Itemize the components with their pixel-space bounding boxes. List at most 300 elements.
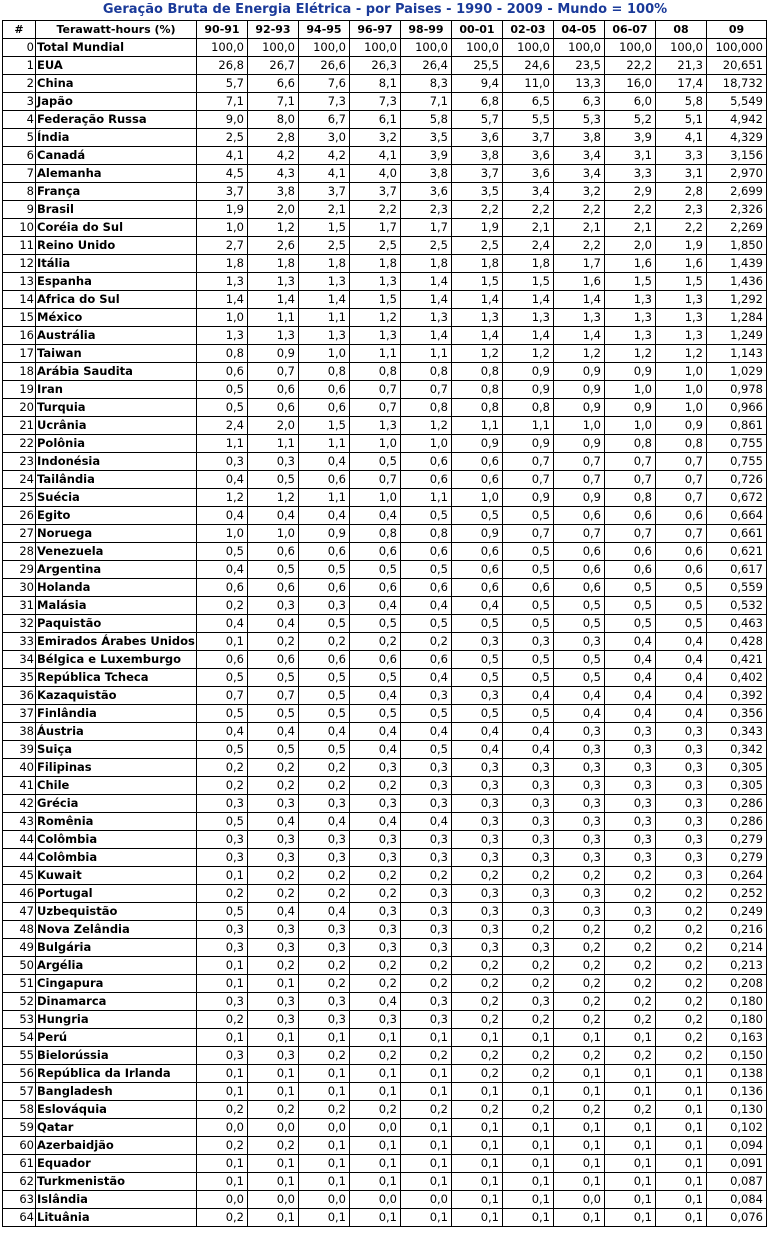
share-value: 0,5 [503,669,554,687]
share-value: 0,2 [605,993,656,1011]
share-value: 0,2 [503,1101,554,1119]
share-value: 0,7 [656,471,707,489]
share-value: 0,6 [452,561,503,579]
share-value: 2,3 [401,201,452,219]
share-value: 3,6 [452,129,503,147]
share-value: 5,8 [401,111,452,129]
row-index: 50 [3,957,36,975]
share-value: 0,3 [452,795,503,813]
row-index: 55 [3,1047,36,1065]
share-value: 0,4 [401,813,452,831]
table-row [3,471,767,489]
column-header-period: 08 [656,21,707,39]
country-name: Colômbia [36,831,197,849]
share-value: 0,2 [299,759,350,777]
share-value: 3,7 [452,165,503,183]
share-value: 0,428 [707,633,767,651]
table-row [3,489,767,507]
share-value: 0,3 [656,795,707,813]
share-value: 3,7 [350,183,401,201]
share-value: 0,6 [452,543,503,561]
share-value: 1,1 [248,435,299,453]
share-value: 0,1 [452,1029,503,1047]
share-value: 0,6 [248,579,299,597]
share-value: 0,2 [401,975,452,993]
share-value: 0,4 [197,723,248,741]
share-value: 0,5 [605,597,656,615]
share-value: 0,4 [350,813,401,831]
share-value: 0,5 [299,741,350,759]
share-value: 26,8 [197,57,248,75]
row-index: 12 [3,255,36,273]
share-value: 13,3 [554,75,605,93]
share-value: 0,5 [656,597,707,615]
share-value: 0,6 [197,579,248,597]
share-value: 0,3 [656,867,707,885]
table-row [3,741,767,759]
share-value: 16,0 [605,75,656,93]
share-value: 2,1 [299,201,350,219]
table-body [3,39,767,1227]
share-value: 3,8 [554,129,605,147]
share-value: 4,1 [656,129,707,147]
share-value: 2,5 [452,237,503,255]
table-row [3,1191,767,1209]
row-index: 32 [3,615,36,633]
country-name: Coréia do Sul [36,219,197,237]
table-row [3,993,767,1011]
share-value: 11,0 [503,75,554,93]
country-name: Espanha [36,273,197,291]
share-value: 0,6 [605,561,656,579]
share-value: 0,3 [452,831,503,849]
share-value: 100,0 [503,39,554,57]
share-value: 0,286 [707,795,767,813]
row-index: 11 [3,237,36,255]
share-value: 1,3 [299,273,350,291]
share-value: 0,6 [452,579,503,597]
share-value: 0,2 [299,975,350,993]
country-name: Argentina [36,561,197,579]
share-value: 3,6 [401,183,452,201]
share-value: 0,4 [299,723,350,741]
row-index: 0 [3,39,36,57]
share-value: 0,5 [554,615,605,633]
share-value: 0,1 [248,975,299,993]
share-value: 2,7 [197,237,248,255]
table-row [3,651,767,669]
share-value: 0,2 [605,1011,656,1029]
country-name: Eslováquia [36,1101,197,1119]
share-value: 0,2 [554,939,605,957]
share-value: 0,2 [503,1047,554,1065]
share-value: 0,8 [452,381,503,399]
share-value: 0,4 [197,507,248,525]
share-value: 0,4 [656,633,707,651]
row-index: 31 [3,597,36,615]
share-value: 0,3 [554,741,605,759]
share-value: 0,2 [554,993,605,1011]
share-value: 0,5 [401,741,452,759]
table-row [3,75,767,93]
share-value: 0,7 [605,471,656,489]
share-value: 0,8 [656,435,707,453]
country-name: Uzbequistão [36,903,197,921]
share-value: 0,3 [452,939,503,957]
share-value: 2,5 [197,129,248,147]
row-index: 52 [3,993,36,1011]
share-value: 0,1 [350,1029,401,1047]
share-value: 26,4 [401,57,452,75]
share-value: 100,000 [707,39,767,57]
share-value: 0,2 [656,975,707,993]
share-value: 0,136 [707,1083,767,1101]
share-value: 0,5 [299,669,350,687]
share-value: 0,532 [707,597,767,615]
share-value: 0,264 [707,867,767,885]
share-value: 0,5 [503,651,554,669]
share-value: 0,3 [299,1011,350,1029]
share-value: 0,1 [554,1065,605,1083]
share-value: 0,1 [248,1029,299,1047]
share-value: 0,7 [656,453,707,471]
share-value: 1,9 [656,237,707,255]
share-value: 0,3 [452,633,503,651]
share-value: 3,7 [299,183,350,201]
share-value: 1,7 [401,219,452,237]
share-value: 0,6 [605,507,656,525]
share-value: 0,3 [503,831,554,849]
share-value: 0,9 [503,381,554,399]
share-value: 1,0 [656,399,707,417]
share-value: 0,1 [605,1209,656,1227]
share-value: 0,5 [503,705,554,723]
share-value: 0,3 [605,849,656,867]
share-value: 0,661 [707,525,767,543]
share-value: 0,6 [554,507,605,525]
share-value: 0,6 [401,651,452,669]
share-value: 1,2 [401,417,452,435]
share-value: 0,1 [197,975,248,993]
table-row [3,795,767,813]
share-value: 0,1 [401,1119,452,1137]
share-value: 0,4 [401,723,452,741]
share-value: 0,1 [656,1191,707,1209]
share-value: 0,3 [350,939,401,957]
share-value: 0,7 [350,399,401,417]
share-value: 1,2 [452,345,503,363]
share-value: 0,3 [401,777,452,795]
share-value: 0,216 [707,921,767,939]
share-value: 0,4 [656,669,707,687]
share-value: 0,8 [350,363,401,381]
share-value: 0,4 [248,615,299,633]
share-value: 0,3 [401,1011,452,1029]
share-value: 0,5 [197,669,248,687]
share-value: 0,9 [554,489,605,507]
share-value: 5,1 [656,111,707,129]
share-value: 0,2 [248,759,299,777]
table-row [3,1011,767,1029]
share-value: 0,1 [503,1209,554,1227]
share-value: 0,343 [707,723,767,741]
share-value: 0,180 [707,993,767,1011]
share-value: 100,0 [656,39,707,57]
share-value: 0,6 [248,543,299,561]
share-value: 0,2 [401,867,452,885]
share-value: 0,3 [656,777,707,795]
share-value: 0,1 [299,1137,350,1155]
table-row [3,615,767,633]
share-value: 0,2 [248,1101,299,1119]
country-name: México [36,309,197,327]
row-index: 63 [3,1191,36,1209]
share-value: 0,2 [248,957,299,975]
country-name: Bielorússia [36,1047,197,1065]
table-row [3,291,767,309]
share-value: 1,1 [299,489,350,507]
table-row [3,1047,767,1065]
country-name: Holanda [36,579,197,597]
share-value: 0,3 [401,687,452,705]
country-name: Argélia [36,957,197,975]
share-value: 2,326 [707,201,767,219]
share-value: 0,3 [401,885,452,903]
share-value: 0,7 [503,453,554,471]
share-value: 0,2 [656,921,707,939]
share-value: 0,463 [707,615,767,633]
country-name: Nova Zelândia [36,921,197,939]
share-value: 0,5 [299,615,350,633]
share-value: 4,329 [707,129,767,147]
share-value: 0,8 [401,363,452,381]
country-name: Taiwan [36,345,197,363]
share-value: 0,6 [401,543,452,561]
share-value: 0,7 [656,525,707,543]
share-value: 0,3 [554,885,605,903]
share-value: 0,1 [554,1119,605,1137]
share-value: 1,1 [197,435,248,453]
row-index: 9 [3,201,36,219]
share-value: 0,2 [452,993,503,1011]
share-value: 0,3 [503,795,554,813]
share-value: 0,1 [656,1155,707,1173]
country-name: Noruega [36,525,197,543]
share-value: 0,213 [707,957,767,975]
share-value: 0,2 [605,885,656,903]
share-value: 2,269 [707,219,767,237]
column-header-period: 90-91 [197,21,248,39]
share-value: 1,4 [554,291,605,309]
share-value: 0,9 [554,435,605,453]
share-value: 0,3 [197,939,248,957]
share-value: 0,1 [401,1209,452,1227]
share-value: 0,0 [248,1119,299,1137]
share-value: 1,5 [350,291,401,309]
share-value: 0,3 [554,777,605,795]
country-name: Canadá [36,147,197,165]
row-index: 54 [3,1029,36,1047]
share-value: 2,5 [350,237,401,255]
share-value: 2,4 [503,237,554,255]
share-value: 0,559 [707,579,767,597]
share-value: 1,0 [656,363,707,381]
share-value: 1,5 [299,417,350,435]
share-value: 26,7 [248,57,299,75]
row-index: 34 [3,651,36,669]
share-value: 0,1 [248,1173,299,1191]
country-name: Bulgária [36,939,197,957]
share-value: 0,2 [299,777,350,795]
share-value: 1,0 [350,489,401,507]
row-index: 38 [3,723,36,741]
share-value: 0,3 [197,993,248,1011]
table-row [3,1173,767,1191]
share-value: 2,2 [554,237,605,255]
share-value: 1,4 [452,291,503,309]
share-value: 0,138 [707,1065,767,1083]
table-row [3,183,767,201]
share-value: 0,3 [299,795,350,813]
share-value: 4,2 [248,147,299,165]
share-value: 0,2 [656,939,707,957]
share-value: 7,3 [350,93,401,111]
share-value: 0,087 [707,1173,767,1191]
share-value: 6,0 [605,93,656,111]
share-value: 24,6 [503,57,554,75]
table-row [3,1155,767,1173]
share-value: 0,9 [554,363,605,381]
share-value: 0,305 [707,759,767,777]
share-value: 1,850 [707,237,767,255]
share-value: 1,1 [299,309,350,327]
share-value: 0,5 [401,561,452,579]
share-value: 0,8 [401,399,452,417]
share-value: 0,0 [299,1191,350,1209]
share-value: 0,6 [299,381,350,399]
row-index: 61 [3,1155,36,1173]
row-index: 6 [3,147,36,165]
share-value: 0,5 [452,507,503,525]
row-index: 20 [3,399,36,417]
share-value: 0,3 [248,597,299,615]
share-value: 0,3 [452,849,503,867]
share-value: 0,6 [197,651,248,669]
share-value: 0,1 [299,1155,350,1173]
share-value: 0,2 [452,1065,503,1083]
share-value: 1,4 [554,327,605,345]
share-value: 20,651 [707,57,767,75]
row-index: 24 [3,471,36,489]
share-value: 0,1 [350,1083,401,1101]
share-value: 0,6 [299,471,350,489]
share-value: 1,1 [350,345,401,363]
share-value: 0,1 [299,1029,350,1047]
share-value: 0,5 [452,669,503,687]
country-name: Brasil [36,201,197,219]
share-value: 0,356 [707,705,767,723]
country-name: Iran [36,381,197,399]
country-name: Turkmenistão [36,1173,197,1191]
country-name: República da Irlanda [36,1065,197,1083]
share-value: 7,1 [401,93,452,111]
table-row [3,381,767,399]
share-value: 0,1 [299,1209,350,1227]
share-value: 1,0 [452,489,503,507]
share-value: 0,1 [503,1119,554,1137]
table-row [3,597,767,615]
share-value: 0,9 [656,417,707,435]
share-value: 0,1 [350,1065,401,1083]
share-value: 0,6 [299,543,350,561]
table-row [3,687,767,705]
share-value: 0,4 [605,651,656,669]
country-name: Suiça [36,741,197,759]
share-value: 0,5 [503,615,554,633]
share-value: 0,2 [350,975,401,993]
share-value: 0,130 [707,1101,767,1119]
share-value: 3,7 [197,183,248,201]
share-value: 0,3 [554,813,605,831]
share-value: 0,4 [656,705,707,723]
share-value: 2,2 [605,201,656,219]
share-value: 0,6 [248,399,299,417]
share-value: 0,3 [554,903,605,921]
share-value: 1,436 [707,273,767,291]
share-value: 3,7 [503,129,554,147]
share-value: 0,1 [452,1209,503,1227]
share-value: 0,6 [554,543,605,561]
share-value: 1,8 [452,255,503,273]
share-value: 2,1 [503,219,554,237]
share-value: 5,549 [707,93,767,111]
column-header-period: 06-07 [605,21,656,39]
share-value: 0,2 [554,921,605,939]
row-index: 47 [3,903,36,921]
share-value: 0,2 [503,1011,554,1029]
row-index: 40 [3,759,36,777]
share-value: 0,3 [605,795,656,813]
row-index: 16 [3,327,36,345]
share-value: 1,2 [248,219,299,237]
share-value: 100,0 [554,39,605,57]
share-value: 7,6 [299,75,350,93]
country-name: Romênia [36,813,197,831]
share-value: 0,8 [452,363,503,381]
share-value: 0,4 [248,723,299,741]
share-value: 0,1 [452,1155,503,1173]
country-name: Japão [36,93,197,111]
share-value: 1,4 [248,291,299,309]
share-value: 0,9 [503,435,554,453]
share-value: 0,208 [707,975,767,993]
share-value: 0,5 [350,705,401,723]
share-value: 0,2 [197,885,248,903]
share-value: 0,2 [350,633,401,651]
share-value: 0,5 [299,705,350,723]
share-value: 1,3 [350,417,401,435]
share-value: 0,3 [350,903,401,921]
share-value: 8,3 [401,75,452,93]
share-value: 0,2 [248,1137,299,1155]
share-value: 1,7 [554,255,605,273]
share-value: 0,978 [707,381,767,399]
share-value: 0,3 [656,813,707,831]
share-value: 0,3 [197,795,248,813]
share-value: 0,5 [605,615,656,633]
share-value: 0,8 [197,345,248,363]
share-value: 0,1 [197,1029,248,1047]
